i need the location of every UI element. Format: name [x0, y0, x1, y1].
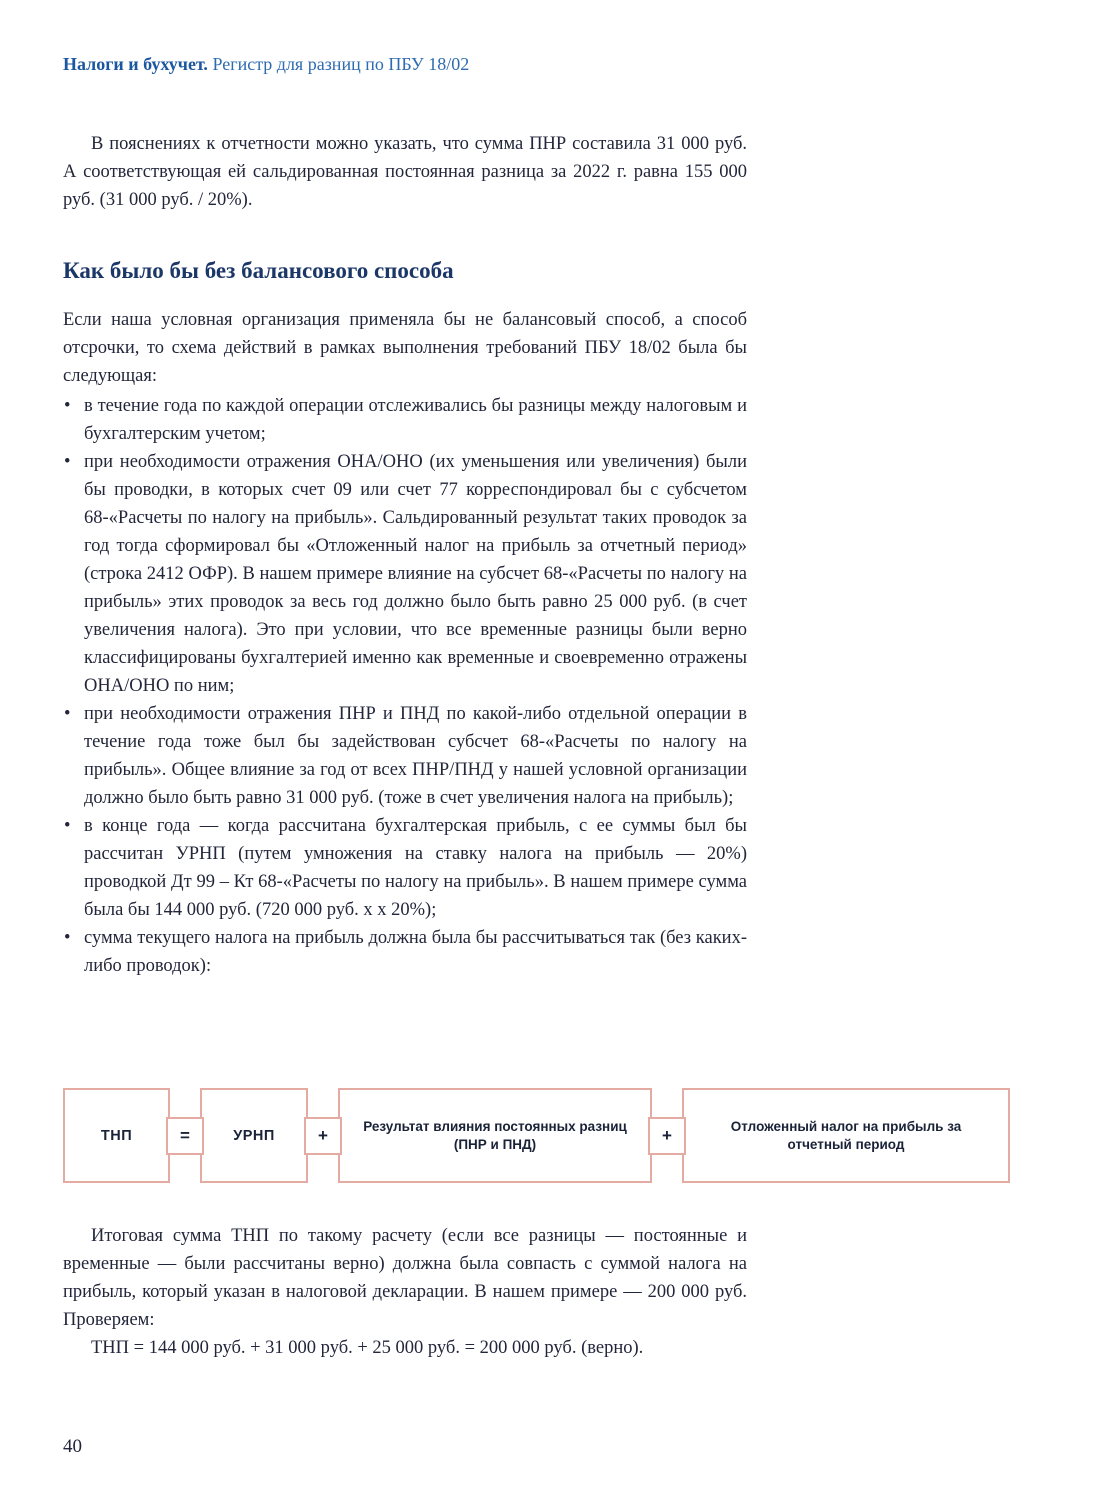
bullet-list	[63, 392, 747, 980]
formula-diagram	[63, 1088, 1010, 1183]
running-head-title: Налоги и бухучет.	[63, 54, 208, 74]
list-item: • в течение года по каждой операции отслеживались бы разницы между налоговым и бухгалтерским учетом;	[63, 392, 747, 448]
closing-text	[63, 1222, 747, 1362]
list-item: • при необходимости отражения ПНР и ПНД по какой-либо отдельной операции в течение года тоже был бы задействован субсчет 68-«Расчеты по налогу на прибыль». Общее влияние за год от всех ПНР/ПНД у нашей условной организации должно было быть равно 31 000 руб. (тоже в счет увеличения налога на прибыль);	[63, 700, 747, 812]
formula-term-permanent-differences: Результат влияния постоянных разниц (ПНР и ПНД)	[338, 1088, 652, 1183]
list-item: • в конце года — когда рассчитана бухгалтерская прибыль, с ее суммы был бы рассчитан УРНП (путем умножения на ставку налога на прибыль — 20%) проводкой Дт 99 – Кт 68-«Расчеты по налогу на прибыль». В нашем примере сумма была бы 144 000 руб. (720 000 руб. х х 20%);	[63, 812, 747, 924]
section-title: Как было бы без балансового способа	[63, 258, 454, 283]
page-number: 40	[63, 1436, 82, 1457]
list-item: • при необходимости отражения ОНА/ОНО (их уменьшения или увеличения) были бы проводки, в которых счет 09 или счет 77 корреспондировал бы с субсчетом 68-«Расчеты по налогу на прибыль». Сальдированный результат таких проводок за год тогда сформировал бы «Отложенный налог на прибыль за отчетный период» (строка 2412 ОФР). В нашем примере влияние на субсчет 68-«Расчеты по налогу на прибыль» этих проводок за весь год должно было быть равно 25 000 руб. (в счет увеличения налога). Это при условии, что все временные разницы были верно классифицированы бухгалтерией именно как временные и своевременно отражены ОНА/ОНО по ним;	[63, 448, 747, 700]
closing-paragraph: Итоговая сумма ТНП по такому расчету (если все разницы — постоянные и временные — были рассчитаны верно) должна была совпасть с суммой налога на прибыль, который указан в налоговой декларации. В нашем примере — 200 000 руб. Проверяем:	[63, 1226, 747, 1330]
lead-paragraph: Если наша условная организация применяла бы не балансовый способ, а способ отсрочки, то схема действий в рамках выполнения требований ПБУ 18/02 была бы следующая:	[63, 310, 747, 386]
running-head-subtitle: Регистр для разниц по ПБУ 18/02	[207, 54, 470, 74]
running-head	[63, 52, 747, 76]
formula-term-deferred-tax: Отложенный налог на прибыль за отчетный период	[682, 1088, 1010, 1183]
equals-operator: =	[166, 1117, 204, 1155]
closing-paragraph: ТНП = 144 000 руб. + 31 000 руб. + 25 000 руб. = 200 000 руб. (верно).	[91, 1338, 644, 1358]
formula-term-tnp: ТНП	[63, 1088, 170, 1183]
intro-paragraph: В пояснениях к отчетности можно указать, что сумма ПНР составила 31 000 руб. А соответствующая ей сальдированная постоянная разница за 2022 г. равна 155 000 руб. (31 000 руб. / 20%).	[63, 134, 747, 210]
plus-operator: +	[304, 1117, 342, 1155]
plus-operator: +	[648, 1117, 686, 1155]
list-item: • сумма текущего налога на прибыль должна была бы рассчитываться так (без каких-либо проводок):	[63, 924, 747, 980]
formula-term-urnp: УРНП	[200, 1088, 308, 1183]
text-column	[63, 0, 747, 980]
